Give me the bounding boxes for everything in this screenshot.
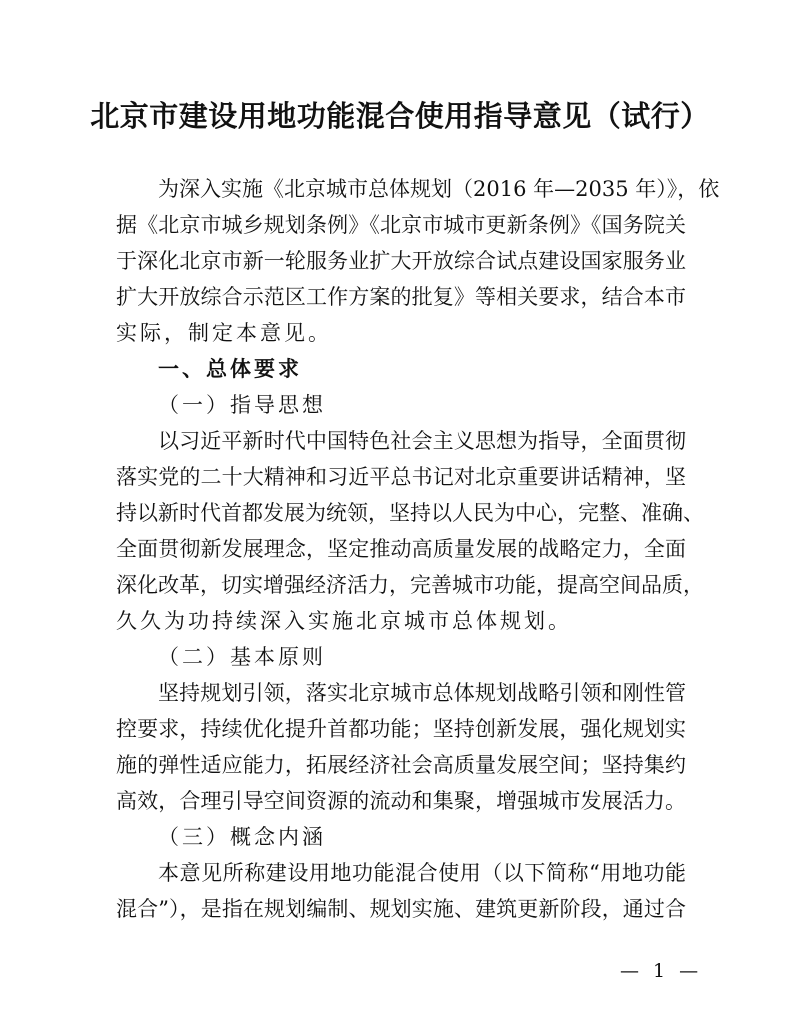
paragraph-line: 于深化北京市新一轮服务业扩大开放综合试点建设国家服务业 xyxy=(116,249,686,273)
paragraph-line: 据《北京市城乡规划条例》《北京市城市更新条例》《国务院关 xyxy=(116,213,686,237)
subsection-heading: （二）基本原则 xyxy=(158,645,326,669)
paragraph-line: 高效，合理引导空间资源的流动和集聚，增强城市发展活力。 xyxy=(116,789,686,813)
paragraph-line: 深化改革，切实增强经济活力，完善城市功能，提高空间品质， xyxy=(116,573,704,597)
subsection-heading: （三）概念内涵 xyxy=(158,825,326,849)
paragraph-line: 混合”），是指在规划编制、规划实施、建筑更新阶段，通过合 xyxy=(116,897,686,921)
paragraph-line: 本意见所称建设用地功能混合使用（以下简称“用地功能 xyxy=(158,861,686,885)
paragraph-line: 落实党的二十大精神和习近平总书记对北京重要讲话精神，坚 xyxy=(116,465,686,489)
section-heading: 一、总体要求 xyxy=(158,356,302,381)
paragraph-line: 施的弹性适应能力，拓展经济社会高质量发展空间；坚持集约 xyxy=(116,753,686,777)
page-number: — 1 — xyxy=(620,960,703,982)
paragraph-line: 以习近平新时代中国特色社会主义思想为指导，全面贯彻 xyxy=(158,429,686,453)
paragraph-line: 坚持规划引领，落实北京城市总体规划战略引领和刚性管 xyxy=(158,681,686,705)
subsection-heading: （一）指导思想 xyxy=(158,393,326,417)
paragraph-line: 全面贯彻新发展理念，坚定推动高质量发展的战略定力，全面 xyxy=(116,537,686,561)
paragraph-line: 久久为功持续深入实施北京城市总体规划。 xyxy=(116,609,572,633)
paragraph-line: 持以新时代首都发展为统领，坚持以人民为中心，完整、准确、 xyxy=(116,501,704,525)
document-title: 北京市建设用地功能混合使用指导意见（试行） xyxy=(90,99,710,133)
paragraph-line: 为深入实施《北京城市总体规划（2016 年—2035 年）》，依 xyxy=(158,177,720,201)
paragraph-line: 扩大开放综合示范区工作方案的批复》等相关要求，结合本市 xyxy=(116,285,686,309)
paragraph-line: 实际，制定本意见。 xyxy=(116,321,332,345)
paragraph-line: 控要求，持续优化提升首都功能；坚持创新发展，强化规划实 xyxy=(116,717,686,741)
